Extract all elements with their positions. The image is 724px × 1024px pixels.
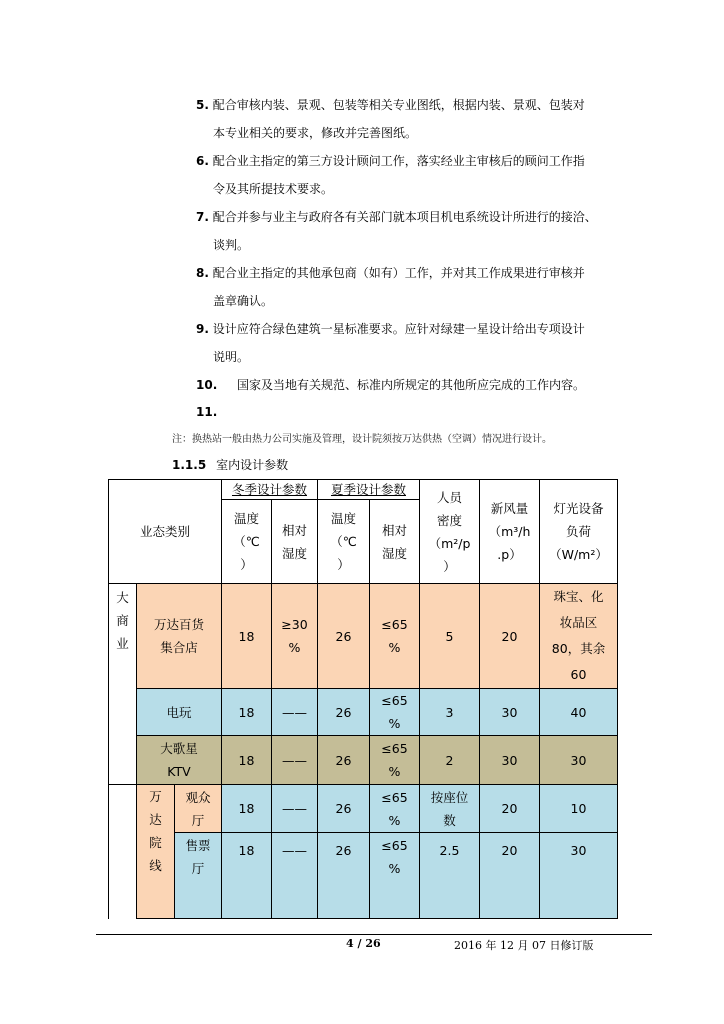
cell-air: 20 (480, 833, 540, 919)
cell-people: 按座位 数 (420, 785, 480, 833)
item-text: 配合业主指定的其他承包商（如有）工作，并对其工作成果进行审核并 (212, 266, 585, 280)
table-row (109, 736, 618, 785)
list-item-6 (196, 147, 626, 203)
item-text-cont: 令及其所提技术要求。 (213, 182, 334, 196)
group-label-commercial: 大 商 业 (109, 584, 137, 785)
cell-winter-humidity: ≥30 % (272, 584, 318, 689)
table-row (109, 584, 618, 689)
item-number: 11. (196, 405, 218, 419)
cell-summer-temp: 26 (318, 833, 370, 919)
item-text: 配合业主指定的第三方设计顾问工作，落实经业主审核后的顾问工作指 (212, 154, 585, 168)
page-number: 4 / 26 (346, 937, 381, 950)
section-heading (172, 456, 288, 473)
cell-air: 20 (480, 785, 540, 833)
header-summer: 夏季设计参数 (318, 480, 420, 500)
item-text-cont: 谈判。 (213, 238, 250, 252)
cell-name: 万达百货 集合店 (137, 584, 222, 689)
cell-empty (109, 833, 137, 919)
cell-light: 40 (540, 689, 618, 736)
item-number: 10. (196, 378, 218, 392)
header-winter-temp: 温度 （℃ ） (222, 500, 272, 584)
cell-people: 5 (420, 584, 480, 689)
cell-winter-humidity: —— (272, 736, 318, 785)
list-item-9 (196, 315, 626, 371)
cell-name: 售票 厅 (175, 833, 222, 919)
table-row (109, 785, 618, 833)
item-number: 7. (196, 210, 209, 224)
cell-winter-temp: 18 (222, 736, 272, 785)
cell-winter-humidity: —— (272, 785, 318, 833)
header-category: 业态类别 (109, 480, 222, 584)
cell-empty (109, 785, 137, 833)
item-number: 6. (196, 154, 209, 168)
note-text: 注：换热站一般由热力公司实施及管理，设计院须按万达供热（空调）情况进行设计。 (172, 434, 552, 445)
cell-summer-humidity: ≤65 % (370, 785, 420, 833)
cell-people: 3 (420, 689, 480, 736)
cell-summer-temp: 26 (318, 785, 370, 833)
cell-name: 电玩 (137, 689, 222, 736)
cell-air: 20 (480, 584, 540, 689)
revision-date: 2016 年 12 月 07 日修订版 (454, 939, 594, 952)
cell-summer-temp: 26 (318, 689, 370, 736)
item-number: 8. (196, 266, 209, 280)
cell-summer-humidity: ≤65 % (370, 584, 420, 689)
group-label-cinema: 万 达 院 线 (137, 785, 175, 919)
cell-winter-humidity: —— (272, 833, 318, 919)
footer-divider (96, 934, 652, 935)
header-row-1 (109, 480, 618, 500)
cell-light: 珠宝、化 妆品区 80，其余 60 (540, 584, 618, 689)
list-item-10 (196, 371, 626, 399)
cell-people: 2 (420, 736, 480, 785)
cell-winter-temp: 18 (222, 689, 272, 736)
table-row (109, 689, 618, 736)
cell-light: 30 (540, 736, 618, 785)
cell-air: 30 (480, 736, 540, 785)
list-item-8 (196, 259, 626, 315)
item-text: 设计应符合绿色建筑一星标准要求。应针对绿建一星设计给出专项设计 (212, 322, 585, 336)
table-row (109, 833, 618, 919)
header-summer-humidity: 相对 湿度 (370, 500, 420, 584)
cell-winter-humidity: —— (272, 689, 318, 736)
item-text-cont: 说明。 (213, 350, 250, 364)
cell-air: 30 (480, 689, 540, 736)
section-number: 1.1.5 (172, 458, 207, 472)
cell-name: 大歌星 KTV (137, 736, 222, 785)
header-people-density: 人员 密度 （m²/p ） (420, 480, 480, 584)
cell-summer-temp: 26 (318, 736, 370, 785)
cell-winter-temp: 18 (222, 833, 272, 919)
cell-name: 观众 厅 (175, 785, 222, 833)
section-title: 室内设计参数 (216, 458, 289, 472)
item-text: 配合并参与业主与政府各有关部门就本项目机电系统设计所进行的接洽、 (212, 210, 597, 224)
header-summer-temp: 温度 （℃ ） (318, 500, 370, 584)
cell-light: 10 (540, 785, 618, 833)
cell-summer-humidity: ≤65 % (370, 833, 420, 919)
list-item-7 (196, 203, 626, 259)
cell-summer-humidity: ≤65 % (370, 689, 420, 736)
item-text: 国家及当地有关规范、标准内所规定的其他所应完成的工作内容。 (237, 378, 586, 392)
design-parameter-table (108, 479, 618, 919)
header-fresh-air: 新风量 （m³/h .p） (480, 480, 540, 584)
item-number: 5. (196, 98, 209, 112)
cell-light: 30 (540, 833, 618, 919)
item-number: 9. (196, 322, 209, 336)
header-winter: 冬季设计参数 (222, 480, 318, 500)
cell-winter-temp: 18 (222, 584, 272, 689)
list-item-5 (196, 91, 626, 147)
header-winter-humidity: 相对 湿度 (272, 500, 318, 584)
cell-people: 2.5 (420, 833, 480, 919)
cell-summer-humidity: ≤65 % (370, 736, 420, 785)
item-text: 配合审核内装、景观、包装等相关专业图纸，根据内装、景观、包装对 (212, 98, 585, 112)
item-text-cont: 盖章确认。 (213, 294, 274, 308)
cell-summer-temp: 26 (318, 584, 370, 689)
header-lighting-load: 灯光设备 负荷 （W/m²） (540, 480, 618, 584)
item-text-cont: 本专业相关的要求，修改并完善图纸。 (213, 126, 418, 140)
list-item-11 (196, 398, 626, 426)
cell-winter-temp: 18 (222, 785, 272, 833)
